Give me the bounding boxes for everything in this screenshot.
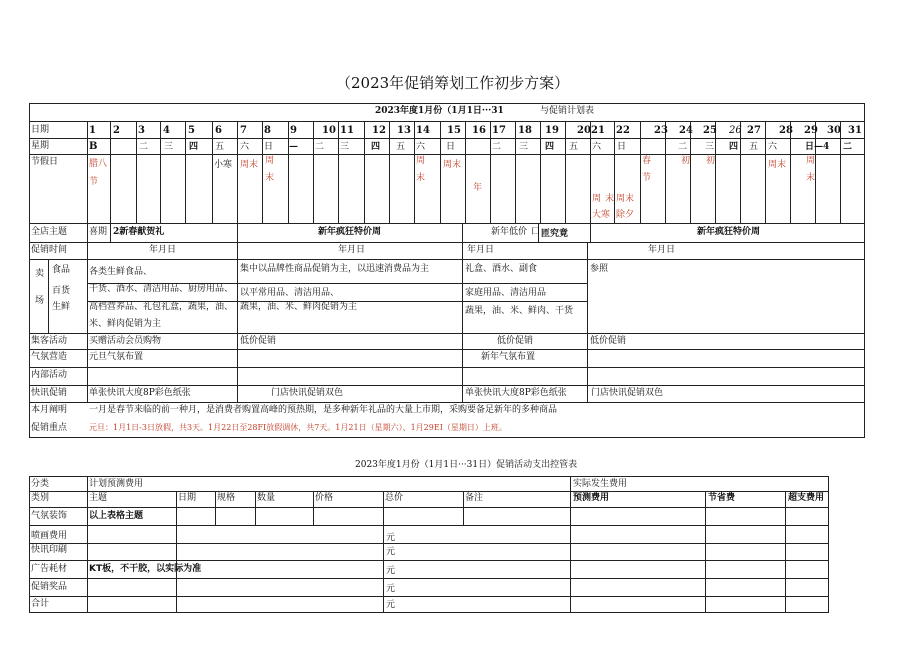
date-cell: 20	[577, 125, 591, 136]
date-cell: 23	[654, 125, 668, 136]
expense-row-category: 气氛装饰	[31, 511, 68, 521]
holiday-cell: 周末	[616, 194, 635, 204]
holiday-cell: 周末	[443, 160, 462, 170]
gather-cell: 低价促销	[497, 336, 534, 346]
weekday-cell: 四	[545, 142, 555, 152]
document-title: （2023年促销筹划工作初步方案）	[336, 74, 570, 92]
gather-cell: 低价促销	[590, 336, 627, 346]
date-cell: 10	[322, 125, 336, 136]
expense-header-cell: 备注	[465, 493, 484, 503]
expense-actual-header-cell: 预测费用	[573, 493, 610, 503]
weekday-cell: —	[289, 142, 298, 152]
date-cell: 22	[616, 125, 630, 136]
weekday-cell: 四	[371, 142, 381, 152]
date-cell: 4	[163, 125, 170, 136]
date-cell: 24	[679, 125, 693, 136]
holiday-cell: 末	[416, 173, 426, 183]
weekday-cell: 日	[617, 142, 627, 152]
date-cell: 30	[827, 125, 841, 136]
food-cell: 集中以品牌性商品促销为主，以迅速消费品为主	[240, 264, 430, 274]
weekday-cell: 二	[492, 142, 502, 152]
date-cell: 29	[804, 125, 818, 136]
food-cell: 参照	[590, 264, 609, 274]
label-food: 食品	[52, 265, 71, 275]
holiday-cell: 周	[265, 156, 275, 166]
weekday-cell: 二	[315, 142, 325, 152]
weekday-cell: 六	[240, 142, 250, 152]
weekday-cell: B	[89, 141, 98, 152]
date-cell: 25	[703, 125, 717, 136]
date-cell: 2	[113, 125, 120, 136]
label-field: 场	[35, 296, 45, 306]
date-cell: 31	[848, 125, 862, 136]
grocery-cell: 干货、酒水、清洁用品、厨房用品、	[89, 284, 234, 294]
date-cell: 6	[215, 125, 222, 136]
expense-header-cell: 总价	[385, 493, 404, 503]
label-internal: 内部活动	[31, 370, 68, 380]
atmosphere-cell: 新年气氛布置	[481, 352, 536, 362]
label-flyer: 快讯促销	[31, 388, 68, 398]
weekday-cell: 四	[729, 142, 739, 152]
holiday-cell: 节	[642, 173, 652, 183]
grocery-cell: 以平常用品、清洁用品、	[240, 288, 340, 298]
weekday-cell: 日—4	[805, 142, 830, 152]
date-cell: 21	[591, 125, 605, 136]
expense-header-cell: 价格	[315, 493, 334, 503]
expense-row-category: 合计	[31, 599, 50, 609]
grocery-cell: 家庭用品、清洁用品	[465, 288, 547, 298]
date-cell: 14	[416, 125, 430, 136]
holiday-cell: 周	[592, 194, 602, 204]
label-theme: 全店主题	[31, 227, 68, 237]
expense-row-category: 广告耗材	[31, 564, 68, 574]
fresh-cell: 蔬果，油、米、鲜肉促销为主	[240, 302, 358, 312]
label-holiday: 节假日	[31, 157, 59, 167]
weekday-cell: 六	[768, 142, 778, 152]
theme-cell: 新年疯狂特价周	[697, 227, 761, 237]
date-cell: 19	[545, 125, 559, 136]
holiday-cell: 除夕	[616, 210, 635, 220]
weekday-cell: 二	[843, 142, 853, 152]
date-cell: 7	[240, 125, 247, 136]
holiday-cell: 春	[642, 156, 652, 166]
expense-table-title: 2023年度1月份（1月1日···31日）促销活动支出控管表	[355, 460, 578, 470]
gather-cell: 买赠活动会员购物	[89, 336, 162, 346]
weekday-cell: 二	[139, 142, 149, 152]
expense-header-cell: 主题	[89, 493, 108, 503]
label-fresh: 生鲜	[52, 302, 71, 312]
promo-focus: 元旦：1月1日-3日放假，共3天。1月22日至28FI放假调休，共7天。1月21日（星期六）、1月29EI（星期日）上班。	[89, 423, 507, 432]
plan-table-header-tail: 与促销计划表	[540, 106, 595, 116]
date-cell: 12	[372, 125, 386, 136]
date-cell: 3	[138, 125, 145, 136]
holiday-cell: 腊八	[89, 159, 108, 169]
expense-header-cell: 日期	[178, 493, 197, 503]
date-cell: 26	[729, 125, 742, 136]
theme-cell: 新年疯狂特价周	[318, 227, 382, 237]
label-grocery: 百货	[52, 286, 71, 296]
weekday-cell: 五	[396, 142, 406, 152]
expense-row-theme: KT板，不干胶，以实际为准	[89, 564, 202, 574]
theme-cell: 新年低价	[491, 227, 528, 237]
atmosphere-cell: 元旦气氛布置	[89, 352, 144, 362]
holiday-cell: 末	[605, 194, 615, 204]
expense-row-category: 快讯印刷	[31, 545, 68, 555]
weekday-cell: 三	[705, 142, 715, 152]
expense-header-cell: 数量	[257, 493, 276, 503]
food-cell: 各类生鲜食品、	[89, 267, 153, 277]
weekday-cell: 五	[749, 142, 759, 152]
holiday-cell: 周	[806, 156, 816, 166]
weekday-cell: 日	[264, 142, 274, 152]
flyer-cell: 单张快讯大度8P彩色纸张	[89, 388, 191, 398]
holiday-cell: 节	[89, 177, 99, 187]
date-cell: 1	[89, 125, 96, 136]
expense-row-unit: 元	[386, 600, 396, 610]
food-cell: 礼盒、酒水、副食	[465, 264, 538, 274]
expense-header-cell: 规格	[217, 493, 236, 503]
expense-row-unit: 元	[386, 584, 396, 594]
date-cell: 18	[518, 125, 532, 136]
holiday-cell: 年	[473, 183, 483, 193]
fresh-cell: 米、鲜肉促销为主	[89, 319, 162, 329]
holiday-cell: 初	[706, 156, 716, 166]
weekday-cell: 六	[416, 142, 426, 152]
holiday-cell: 周末	[240, 160, 259, 170]
holiday-cell: 周	[416, 156, 426, 166]
flyer-cell: 门店快讯促销双色	[271, 388, 344, 398]
gather-cell: 低价促销	[240, 336, 277, 346]
flyer-cell: 门店快讯促销双色	[591, 388, 664, 398]
weekday-cell: 五	[569, 142, 579, 152]
holiday-cell: 末	[806, 173, 816, 183]
flyer-cell: 单张快讯大度8P彩色纸张	[465, 388, 567, 398]
theme-cell: 口	[531, 227, 541, 237]
date-cell: 17	[492, 125, 506, 136]
promo-time-cell: 年月日	[467, 245, 495, 255]
holiday-cell: 小寒	[214, 160, 233, 170]
label-month-desc: 本月阐明	[31, 405, 68, 415]
label-weekday: 星期	[31, 141, 50, 151]
theme-cell: 2新春献贺礼	[113, 227, 165, 237]
expense-row-theme: 以上表格主题	[89, 511, 144, 521]
expense-actual-header-cell: 超支费用	[788, 493, 825, 503]
month-description: 一月是春节来临的前一种月，是消费者购置高峰的预热期，是多种新年礼品的大量上市期，采购要备足新年的多种商品	[89, 405, 558, 415]
expense-category-label: 分类	[31, 479, 50, 489]
date-cell: 27	[747, 125, 761, 136]
label-promo-time: 促销时间	[31, 245, 68, 255]
expense-actual-header-cell: 节省费	[708, 493, 736, 503]
label-sell: 卖	[35, 269, 45, 279]
fresh-cell: 高档营养品、礼包礼盒，蔬果，油、	[89, 302, 234, 312]
date-cell: 13	[397, 125, 411, 136]
expense-row-category: 促销奖品	[31, 582, 68, 592]
expense-header-cell: 类别	[31, 493, 50, 503]
expense-row-unit: 元	[386, 566, 396, 576]
date-cell: 15	[447, 125, 461, 136]
holiday-cell: 大寒	[592, 210, 611, 220]
date-cell: 11	[340, 125, 354, 136]
theme-cell: 匝究竟	[541, 229, 569, 239]
weekday-cell: 四	[189, 142, 199, 152]
holiday-cell: 周末	[768, 160, 787, 170]
fresh-cell: 蔬果，油、米、鲜肉、干货	[465, 306, 574, 316]
promo-time-cell: 年月日	[149, 245, 177, 255]
weekday-cell: 五	[215, 142, 225, 152]
label-gather: 集客活动	[31, 336, 68, 346]
label-atmosphere: 气氛营造	[31, 352, 68, 362]
weekday-cell: 三	[340, 142, 350, 152]
expense-actual-fee-label: 实际发生费用	[573, 479, 628, 489]
weekday-cell: 六	[592, 142, 602, 152]
holiday-cell: 末	[265, 173, 275, 183]
expense-row-unit: 元	[386, 547, 396, 557]
weekday-cell: 三	[164, 142, 174, 152]
promo-time-cell: 年月日	[338, 245, 366, 255]
expense-row-category: 喷画费用	[31, 531, 68, 541]
date-cell: 16	[472, 125, 486, 136]
holiday-cell: 初	[681, 156, 691, 166]
theme-cell: 喜期	[89, 227, 108, 237]
plan-table-header: 2023年度1月份（1月1日···31	[375, 106, 504, 116]
label-focus: 促销重点	[31, 423, 68, 433]
date-cell: 9	[290, 125, 297, 136]
date-cell: 5	[188, 125, 195, 136]
date-cell: 28	[779, 125, 793, 136]
weekday-cell: 日	[446, 142, 456, 152]
weekday-cell: 三	[519, 142, 529, 152]
promo-time-cell: 年月日	[648, 245, 676, 255]
weekday-cell: 二	[678, 142, 688, 152]
expense-row-unit: 元	[386, 533, 396, 543]
date-cell: 8	[264, 125, 271, 136]
label-date: 日期	[31, 125, 50, 135]
expense-plan-fee-label: 计划预测费用	[89, 479, 144, 489]
